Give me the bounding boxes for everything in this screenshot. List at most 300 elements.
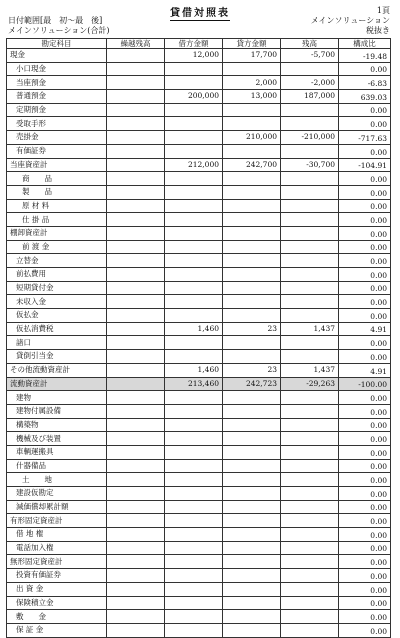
credit-amount: [223, 514, 281, 528]
carry-amount: [107, 610, 165, 624]
debit-amount: [165, 459, 223, 473]
balance-amount: [281, 487, 339, 501]
table-row: [7, 610, 391, 624]
carry-amount: [107, 418, 165, 432]
ratio-value: 0.00: [339, 514, 391, 528]
balance-amount: -210,000: [281, 131, 339, 145]
carry-amount: [107, 117, 165, 131]
ratio-value: -100.00: [339, 377, 391, 391]
debit-amount: [165, 418, 223, 432]
debit-amount: [165, 268, 223, 282]
debit-amount: [165, 541, 223, 555]
balance-amount: [281, 473, 339, 487]
account-name: 電話加入権: [7, 541, 107, 555]
table-row: [7, 404, 391, 418]
carry-amount: [107, 322, 165, 336]
credit-amount: [223, 309, 281, 323]
carry-amount: [107, 500, 165, 514]
credit-amount: [223, 199, 281, 213]
carry-amount: [107, 432, 165, 446]
carry-amount: [107, 363, 165, 377]
debit-amount: [165, 555, 223, 569]
balance-amount: [281, 459, 339, 473]
table-row: [7, 500, 391, 514]
debit-amount: [165, 254, 223, 268]
table-row: [7, 281, 391, 295]
debit-amount: [165, 117, 223, 131]
debit-amount: 213,460: [165, 377, 223, 391]
account-name: 当座資産計: [7, 158, 107, 172]
table-row: [7, 226, 391, 240]
ratio-value: 0.00: [339, 432, 391, 446]
balance-amount: [281, 582, 339, 596]
credit-amount: [223, 226, 281, 240]
table-row: [7, 172, 391, 186]
ratio-value: 0.00: [339, 254, 391, 268]
carry-amount: [107, 268, 165, 282]
table-row: [7, 90, 391, 104]
ratio-value: 4.91: [339, 363, 391, 377]
balance-amount: [281, 418, 339, 432]
balance-amount: [281, 117, 339, 131]
ratio-value: -6.83: [339, 76, 391, 90]
ratio-value: 0.00: [339, 418, 391, 432]
credit-amount: [223, 281, 281, 295]
carry-amount: [107, 336, 165, 350]
table-row: [7, 322, 391, 336]
table-row: [7, 76, 391, 90]
report-header-right: [311, 6, 390, 36]
credit-amount: [223, 596, 281, 610]
ratio-value: 0.00: [339, 596, 391, 610]
debit-amount: [165, 569, 223, 583]
table-row: [7, 350, 391, 364]
carry-amount: [107, 541, 165, 555]
balance-amount: [281, 623, 339, 637]
ratio-value: -19.48: [339, 49, 391, 63]
balance-amount: [281, 336, 339, 350]
debit-amount: [165, 281, 223, 295]
balance-amount: [281, 528, 339, 542]
debit-amount: [165, 350, 223, 364]
carry-amount: [107, 487, 165, 501]
debit-amount: [165, 103, 223, 117]
ratio-value: 0.00: [339, 528, 391, 542]
debit-amount: [165, 582, 223, 596]
credit-amount: [223, 487, 281, 501]
table-row: [7, 336, 391, 350]
credit-amount: [223, 117, 281, 131]
credit-amount: [223, 473, 281, 487]
table-row: [7, 254, 391, 268]
table-row: [7, 569, 391, 583]
account-name: 車輌運搬具: [7, 445, 107, 459]
credit-amount: [223, 144, 281, 158]
table-row: [7, 213, 391, 227]
debit-amount: 212,000: [165, 158, 223, 172]
debit-amount: [165, 185, 223, 199]
table-row: [7, 582, 391, 596]
balance-amount: [281, 569, 339, 583]
carry-amount: [107, 199, 165, 213]
carry-amount: [107, 445, 165, 459]
carry-amount: [107, 596, 165, 610]
carry-amount: [107, 514, 165, 528]
ratio-value: 639.03: [339, 90, 391, 104]
carry-amount: [107, 295, 165, 309]
ratio-value: 0.00: [339, 445, 391, 459]
credit-amount: [223, 582, 281, 596]
balance-amount: [281, 404, 339, 418]
balance-amount: [281, 596, 339, 610]
ratio-value: 0.00: [339, 281, 391, 295]
debit-amount: [165, 144, 223, 158]
account-name: 仮払消費税: [7, 322, 107, 336]
table-header-row: [7, 39, 391, 49]
debit-amount: [165, 391, 223, 405]
account-name: 未収入金: [7, 295, 107, 309]
balance-amount: 187,000: [281, 90, 339, 104]
account-name: 売掛金: [7, 131, 107, 145]
carry-amount: [107, 569, 165, 583]
table-row: [7, 596, 391, 610]
table-row: [7, 144, 391, 158]
balance-amount: [281, 445, 339, 459]
table-row: [7, 185, 391, 199]
account-name: 短期貸付金: [7, 281, 107, 295]
debit-amount: [165, 172, 223, 186]
company-name-total: メインソリューション(合計): [8, 26, 110, 35]
account-name: 現金: [7, 49, 107, 63]
table-row: [7, 487, 391, 501]
ratio-value: 0.00: [339, 555, 391, 569]
balance-amount: -30,700: [281, 158, 339, 172]
ratio-value: 0.00: [339, 569, 391, 583]
credit-amount: [223, 268, 281, 282]
account-name: 定期預金: [7, 103, 107, 117]
debit-amount: [165, 500, 223, 514]
balance-amount: [281, 172, 339, 186]
balance-amount: [281, 144, 339, 158]
ratio-value: 0.00: [339, 350, 391, 364]
ratio-value: -717.63: [339, 131, 391, 145]
ratio-value: 0.00: [339, 295, 391, 309]
credit-amount: [223, 404, 281, 418]
credit-amount: [223, 185, 281, 199]
carry-amount: [107, 254, 165, 268]
carry-amount: [107, 623, 165, 637]
debit-amount: 1,460: [165, 363, 223, 377]
debit-amount: [165, 295, 223, 309]
account-name: 有形固定資産計: [7, 514, 107, 528]
col-debit: 借方金額: [165, 39, 223, 49]
ratio-value: 0.00: [339, 541, 391, 555]
ratio-value: 0.00: [339, 623, 391, 637]
credit-amount: [223, 240, 281, 254]
ratio-value: 0.00: [339, 199, 391, 213]
credit-amount: [223, 418, 281, 432]
account-name: 流動資産計: [7, 377, 107, 391]
credit-amount: [223, 445, 281, 459]
carry-amount: [107, 90, 165, 104]
ledger-table: [6, 38, 391, 638]
carry-amount: [107, 281, 165, 295]
debit-amount: [165, 432, 223, 446]
ratio-value: 0.00: [339, 268, 391, 282]
debit-amount: [165, 240, 223, 254]
debit-amount: [165, 623, 223, 637]
ratio-value: 0.00: [339, 404, 391, 418]
debit-amount: [165, 528, 223, 542]
credit-amount: [223, 528, 281, 542]
ratio-value: 0.00: [339, 62, 391, 76]
carry-amount: [107, 404, 165, 418]
table-row: [7, 528, 391, 542]
credit-amount: 242,723: [223, 377, 281, 391]
balance-amount: [281, 268, 339, 282]
balance-amount: [281, 185, 339, 199]
ratio-value: 0.00: [339, 487, 391, 501]
credit-amount: [223, 295, 281, 309]
carry-amount: [107, 350, 165, 364]
credit-amount: 242,700: [223, 158, 281, 172]
credit-amount: [223, 103, 281, 117]
ratio-value: 0.00: [339, 391, 391, 405]
balance-amount: [281, 555, 339, 569]
carry-amount: [107, 309, 165, 323]
credit-amount: 2,000: [223, 76, 281, 90]
account-name: 建物: [7, 391, 107, 405]
table-row: [7, 295, 391, 309]
carry-amount: [107, 172, 165, 186]
account-name: 小口現金: [7, 62, 107, 76]
debit-amount: [165, 62, 223, 76]
carry-amount: [107, 131, 165, 145]
debit-amount: 200,000: [165, 90, 223, 104]
balance-amount: [281, 432, 339, 446]
credit-amount: [223, 391, 281, 405]
carry-amount: [107, 158, 165, 172]
col-balance: 残高: [281, 39, 339, 49]
credit-amount: 23: [223, 363, 281, 377]
credit-amount: [223, 213, 281, 227]
ratio-value: 0.00: [339, 473, 391, 487]
carry-amount: [107, 473, 165, 487]
ratio-value: 0.00: [339, 185, 391, 199]
credit-amount: [223, 555, 281, 569]
report-title-text: 貸借対照表: [170, 8, 230, 19]
col-account: 勘定科目: [7, 39, 107, 49]
balance-amount: [281, 213, 339, 227]
table-row: [7, 459, 391, 473]
table-row: [7, 391, 391, 405]
balance-amount: -5,700: [281, 49, 339, 63]
report-header-left: [8, 16, 110, 36]
col-carry: 繰越残高: [107, 39, 165, 49]
balance-amount: [281, 281, 339, 295]
credit-amount: [223, 541, 281, 555]
credit-amount: [223, 500, 281, 514]
table-row: [7, 117, 391, 131]
account-name: その他流動資産計: [7, 363, 107, 377]
ratio-value: 0.00: [339, 213, 391, 227]
account-name: 貸倒引当金: [7, 350, 107, 364]
account-name: 立替金: [7, 254, 107, 268]
credit-amount: [223, 610, 281, 624]
account-name: 諸口: [7, 336, 107, 350]
carry-amount: [107, 226, 165, 240]
account-name: 製 品: [7, 185, 107, 199]
debit-amount: 12,000: [165, 49, 223, 63]
credit-amount: 210,000: [223, 131, 281, 145]
table-row: [7, 473, 391, 487]
tax-mode: 税抜き: [366, 26, 390, 35]
table-row: [7, 62, 391, 76]
account-name: 土 地: [7, 473, 107, 487]
carry-amount: [107, 391, 165, 405]
table-row: [7, 445, 391, 459]
debit-amount: [165, 199, 223, 213]
debit-amount: [165, 213, 223, 227]
table-row: [7, 377, 391, 391]
debit-amount: 1,460: [165, 322, 223, 336]
balance-amount: [281, 226, 339, 240]
table-row: [7, 541, 391, 555]
table-row: [7, 623, 391, 637]
account-name: 減価償却累計額: [7, 500, 107, 514]
ratio-value: 0.00: [339, 144, 391, 158]
ratio-value: 0.00: [339, 500, 391, 514]
debit-amount: [165, 514, 223, 528]
ledger-body: [7, 49, 391, 638]
carry-amount: [107, 49, 165, 63]
balance-amount: [281, 391, 339, 405]
table-row: [7, 49, 391, 63]
table-row: [7, 418, 391, 432]
date-range: 日付範囲[最 初〜最 後]: [8, 16, 103, 25]
balance-amount: [281, 350, 339, 364]
ratio-value: -104.91: [339, 158, 391, 172]
account-name: 敷 金: [7, 610, 107, 624]
debit-amount: [165, 309, 223, 323]
balance-amount: [281, 254, 339, 268]
carry-amount: [107, 582, 165, 596]
balance-amount: [281, 103, 339, 117]
company-name: メインソリューション: [310, 16, 390, 25]
account-name: 原 材 料: [7, 199, 107, 213]
table-row: [7, 240, 391, 254]
balance-amount: 1,437: [281, 363, 339, 377]
credit-amount: 17,700: [223, 49, 281, 63]
account-name: 借 地 権: [7, 528, 107, 542]
ratio-value: 0.00: [339, 226, 391, 240]
carry-amount: [107, 528, 165, 542]
credit-amount: [223, 336, 281, 350]
carry-amount: [107, 213, 165, 227]
carry-amount: [107, 377, 165, 391]
page-number: 1頁: [376, 6, 390, 15]
credit-amount: [223, 350, 281, 364]
account-name: 建設仮勘定: [7, 487, 107, 501]
credit-amount: 23: [223, 322, 281, 336]
balance-amount: [281, 309, 339, 323]
account-name: 前 渡 金: [7, 240, 107, 254]
account-name: 当座預金: [7, 76, 107, 90]
table-row: [7, 158, 391, 172]
account-name: 出 資 金: [7, 582, 107, 596]
account-name: 仮払金: [7, 309, 107, 323]
balance-amount: [281, 62, 339, 76]
balance-amount: [281, 500, 339, 514]
account-name: 投資有価証券: [7, 569, 107, 583]
carry-amount: [107, 185, 165, 199]
table-row: [7, 268, 391, 282]
account-name: 商 品: [7, 172, 107, 186]
debit-amount: [165, 596, 223, 610]
ratio-value: 0.00: [339, 610, 391, 624]
account-name: 無形固定資産計: [7, 555, 107, 569]
credit-amount: [223, 623, 281, 637]
table-row: [7, 309, 391, 323]
balance-amount: [281, 199, 339, 213]
debit-amount: [165, 473, 223, 487]
col-credit: 貸方金額: [223, 39, 281, 49]
account-name: 建物付属設備: [7, 404, 107, 418]
carry-amount: [107, 240, 165, 254]
account-name: 保 証 金: [7, 623, 107, 637]
account-name: 前払費用: [7, 268, 107, 282]
balance-amount: [281, 295, 339, 309]
ratio-value: 0.00: [339, 172, 391, 186]
carry-amount: [107, 555, 165, 569]
ratio-value: 0.00: [339, 459, 391, 473]
account-name: 機械及び装置: [7, 432, 107, 446]
carry-amount: [107, 103, 165, 117]
balance-amount: -29,263: [281, 377, 339, 391]
debit-amount: [165, 336, 223, 350]
table-row: [7, 103, 391, 117]
balance-amount: 1,437: [281, 322, 339, 336]
ratio-value: 0.00: [339, 117, 391, 131]
balance-amount: [281, 514, 339, 528]
carry-amount: [107, 144, 165, 158]
account-name: 棚卸資産計: [7, 226, 107, 240]
carry-amount: [107, 76, 165, 90]
balance-amount: -2,000: [281, 76, 339, 90]
credit-amount: [223, 62, 281, 76]
balance-amount: [281, 541, 339, 555]
account-name: 保険積立金: [7, 596, 107, 610]
credit-amount: [223, 172, 281, 186]
table-row: [7, 363, 391, 377]
balance-amount: [281, 610, 339, 624]
table-row: [7, 514, 391, 528]
debit-amount: [165, 487, 223, 501]
table-row: [7, 432, 391, 446]
credit-amount: [223, 569, 281, 583]
table-row: [7, 131, 391, 145]
account-name: 受取手形: [7, 117, 107, 131]
debit-amount: [165, 226, 223, 240]
table-row: [7, 555, 391, 569]
ratio-value: 0.00: [339, 582, 391, 596]
ratio-value: 0.00: [339, 103, 391, 117]
ratio-value: 0.00: [339, 336, 391, 350]
carry-amount: [107, 459, 165, 473]
debit-amount: [165, 404, 223, 418]
account-name: 普通預金: [7, 90, 107, 104]
credit-amount: [223, 459, 281, 473]
